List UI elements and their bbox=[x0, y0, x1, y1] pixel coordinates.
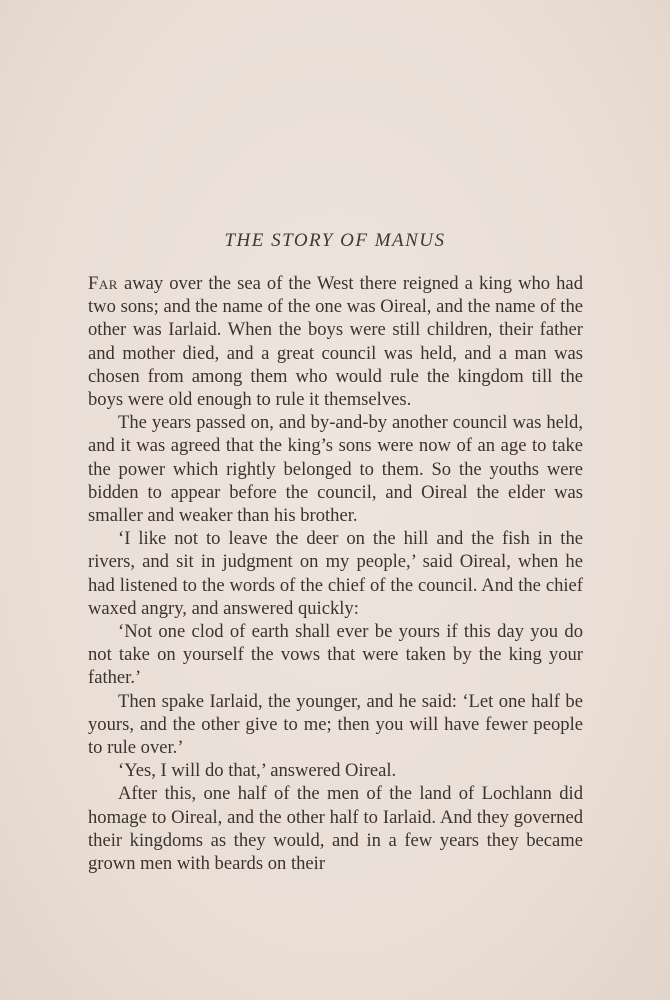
paragraph-1-text: away over the sea of the West there reigned a king who had two sons; and the name of the one was Oireal, and the name of the other was Iarlaid. When the boys were still children, their father and mother died, and a great council was held, and a man was chosen from among them who would rule the kingdom till the boys were old enough to rule it themselves. bbox=[88, 273, 583, 411]
paragraph-5: Then spake Iarlaid, the younger, and he said: ‘Let one half be yours, and the other give to me; then you will have fewer people to rule over.’ bbox=[88, 690, 583, 759]
paragraph-3: ‘I like not to leave the deer on the hill and the fish in the rivers, and sit in judgment on my people,’ said Oireal, when he had listened to the words of the chief of the council. And the chief waxed angry, and answered quickly: bbox=[88, 528, 583, 619]
paragraph-lead-word: Far bbox=[88, 273, 118, 294]
body-text bbox=[88, 272, 583, 875]
paragraph-4: ‘Not one clod of earth shall ever be yours if this day you do not take on yourself the vows that were taken by the king your father.’ bbox=[88, 621, 583, 689]
paragraph-2: The years passed on, and by-and-by another council was held, and it was agreed that the king’s sons were now of an age to take the power which rightly belonged to them. So the youths were bidden to appear before the council, and Oireal the elder was smaller and weaker than his brother. bbox=[88, 412, 583, 527]
paragraph-6: ‘Yes, I will do that,’ answered Oireal. bbox=[118, 760, 397, 782]
chapter-title: THE STORY OF MANUS bbox=[224, 230, 446, 251]
paragraph-1 bbox=[88, 272, 583, 411]
paragraph-7: After this, one half of the men of the land of Lochlann did homage to Oireal, and the other half to Iarlaid. And they governed their kingdoms as they would, and in a few years they became grown men with beards on their bbox=[88, 783, 583, 875]
